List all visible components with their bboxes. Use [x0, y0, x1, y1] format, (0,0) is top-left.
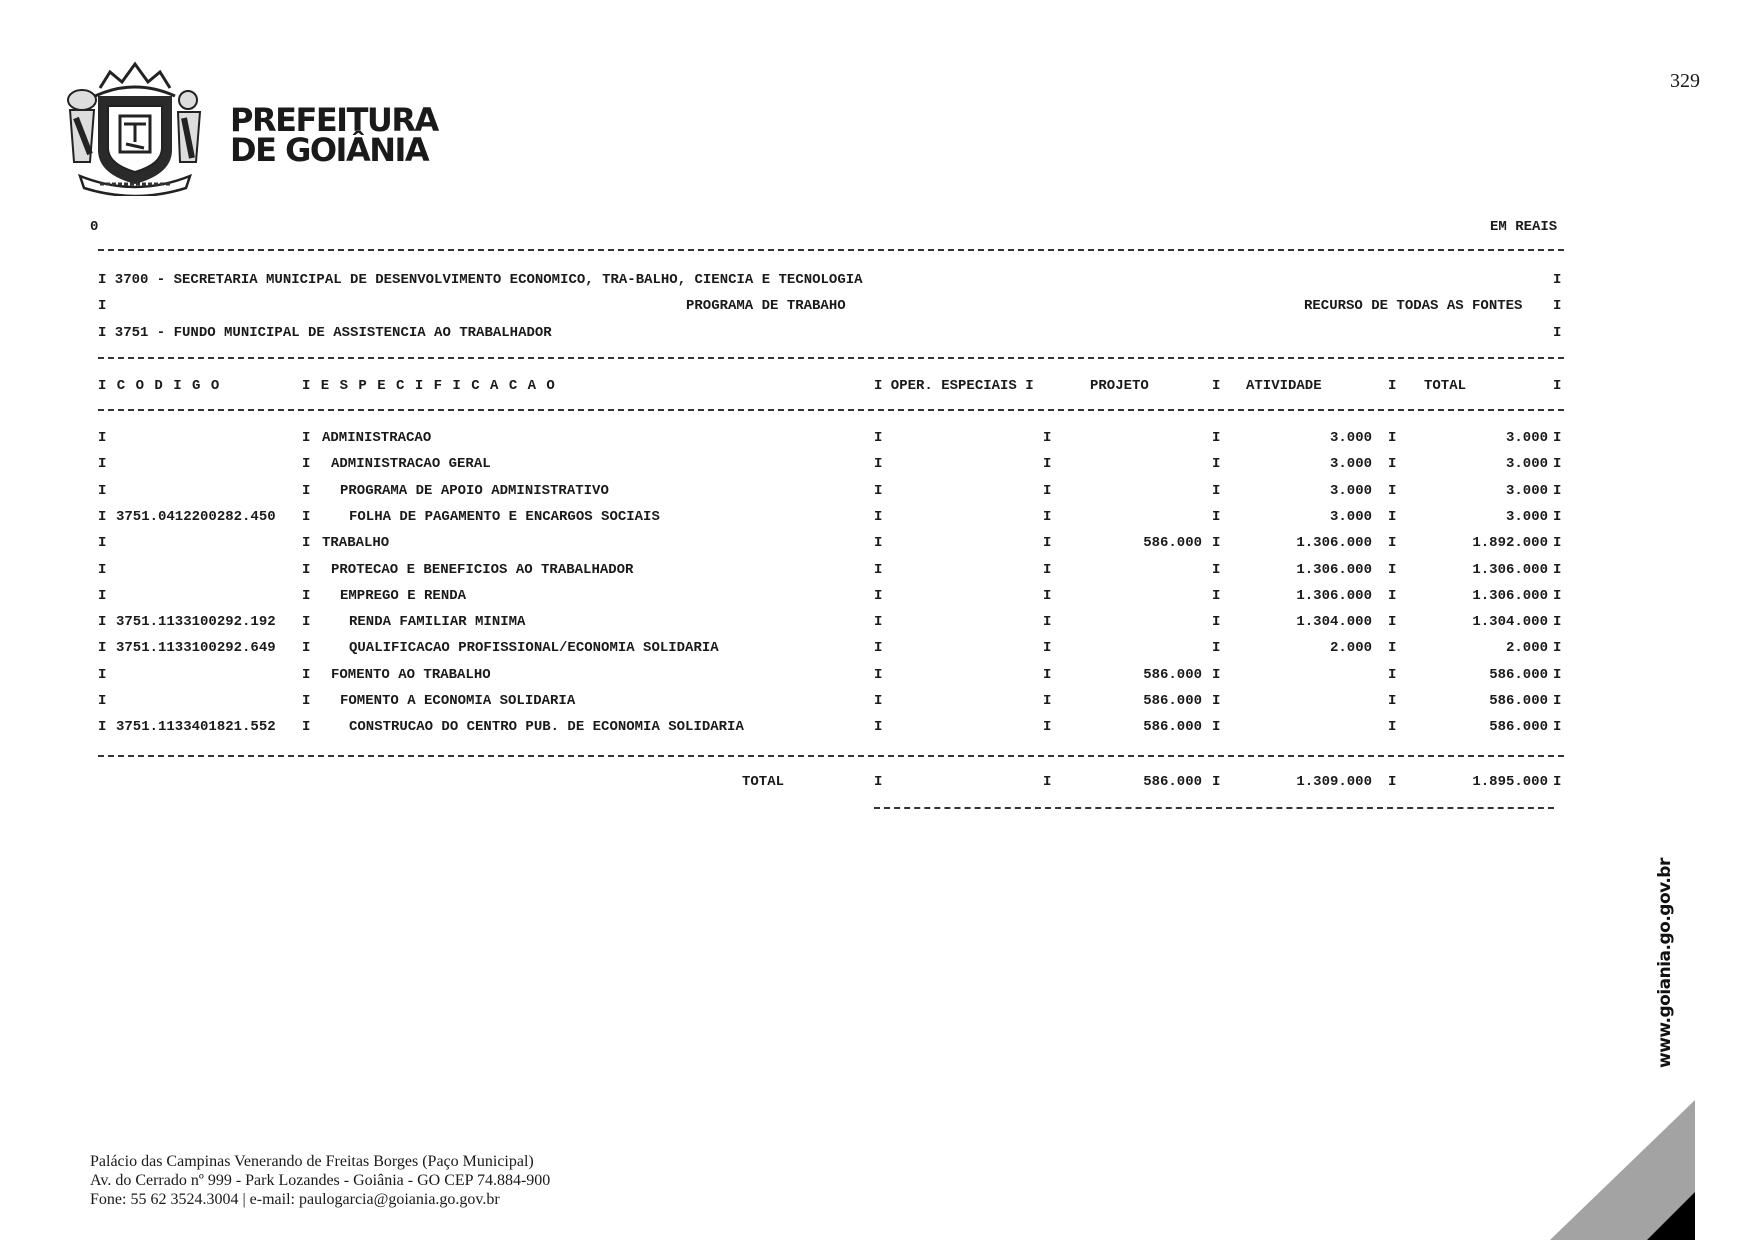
border-char: I [98, 719, 107, 735]
header-oper-especiais: I OPER. ESPECIAIS I [874, 378, 1034, 394]
border-char: I [1553, 325, 1562, 341]
border-char: I [1043, 509, 1052, 525]
border-char: I [1553, 430, 1562, 446]
border-char: I [1553, 298, 1562, 314]
border-char: I [1212, 693, 1221, 709]
logo-line-1: PREFEITURA [230, 101, 438, 139]
row-total: 1.306.000 [1472, 588, 1548, 604]
border-char: I [874, 535, 883, 551]
border-char: I [302, 535, 311, 551]
border-char: I [874, 456, 883, 472]
row-projeto: 586.000 [1143, 719, 1202, 735]
border-char: I [874, 640, 883, 656]
border-char: I [302, 509, 311, 525]
header-total: TOTAL [1424, 378, 1467, 394]
border-char: I [98, 483, 107, 499]
resource-label: RECURSO DE TODAS AS FONTES [1304, 298, 1523, 314]
row-total: 586.000 [1489, 667, 1548, 683]
border-char: I [1553, 272, 1562, 288]
border-char: I [874, 693, 883, 709]
border-char: I [98, 298, 107, 314]
border-char: I [302, 719, 311, 735]
border-char: I [302, 667, 311, 683]
border-char: I [1388, 509, 1397, 525]
row-especificacao: CONSTRUCAO DO CENTRO PUB. DE ECONOMIA SOLIDARIA [349, 719, 744, 735]
border-char: I [1553, 640, 1562, 656]
border-char: I [302, 614, 311, 630]
border-char: I [98, 562, 107, 578]
row-total: 1.306.000 [1472, 562, 1548, 578]
border-char: I [1043, 456, 1052, 472]
separator-line [98, 357, 1564, 359]
border-char: I [1212, 483, 1221, 499]
row-atividade: 3.000 [1329, 430, 1372, 446]
program-label: PROGRAMA DE TRABAHO [686, 298, 846, 314]
border-char: I [1553, 378, 1562, 394]
border-char: I [874, 719, 883, 735]
separator-line [98, 249, 1564, 251]
header-codigo: I C O D I G O [98, 378, 221, 394]
border-char: I [1553, 719, 1562, 735]
border-char: I [302, 693, 311, 709]
border-char: I [302, 483, 311, 499]
row-total: 586.000 [1489, 719, 1548, 735]
row-total: 2.000 [1505, 640, 1548, 656]
border-char: I [98, 535, 107, 551]
border-char: I [1043, 667, 1052, 683]
border-char: I [98, 509, 107, 525]
border-char: I [1212, 562, 1221, 578]
row-atividade: 3.000 [1329, 483, 1372, 499]
border-char: I [1043, 588, 1052, 604]
total-atividade: 1.309.000 [1296, 774, 1372, 790]
logo-line-2: DE GOIÂNIA [230, 131, 429, 169]
border-char: I [1212, 719, 1221, 735]
border-char: I [1212, 588, 1221, 604]
row-especificacao: RENDA FAMILIAR MINIMA [349, 614, 526, 630]
border-char: I [302, 562, 311, 578]
border-char: I [1212, 614, 1221, 630]
header-projeto: PROJETO [1090, 378, 1149, 394]
total-projeto: 586.000 [1143, 774, 1202, 790]
unit-label: EM REAIS [1490, 219, 1558, 235]
border-char: I [1212, 456, 1221, 472]
border-char: I [302, 456, 311, 472]
row-total: 3.000 [1505, 430, 1548, 446]
row-especificacao: ADMINISTRACAO GERAL [331, 456, 491, 472]
header-especificacao: I E S P E C I F I C A C A O [302, 378, 556, 394]
total-total: 1.895.000 [1472, 774, 1548, 790]
row-codigo: 3751.1133100292.192 [116, 614, 276, 630]
row-total: 3.000 [1505, 509, 1548, 525]
corner-triangle-decoration [1550, 1100, 1695, 1240]
border-char: I [1212, 378, 1221, 394]
row-projeto: 586.000 [1143, 535, 1202, 551]
border-char: I [1212, 509, 1221, 525]
row-total: 3.000 [1505, 456, 1548, 472]
total-label: TOTAL [742, 774, 785, 790]
border-char: I [1553, 614, 1562, 630]
border-char: I [1388, 456, 1397, 472]
border-char: I [1212, 667, 1221, 683]
border-char: I [1388, 430, 1397, 446]
border-char: I [1043, 535, 1052, 551]
border-char: I [98, 456, 107, 472]
row-atividade: 1.304.000 [1296, 614, 1372, 630]
row-codigo: 3751.1133100292.649 [116, 640, 276, 656]
website-vertical: www.goiania.go.gov.br [1655, 858, 1675, 1068]
border-char: I [874, 483, 883, 499]
border-char: I [1212, 774, 1221, 790]
border-char: I [1388, 562, 1397, 578]
row-especificacao: EMPREGO E RENDA [340, 588, 467, 604]
row-total: 3.000 [1505, 483, 1548, 499]
row-projeto: 586.000 [1143, 693, 1202, 709]
row-especificacao: QUALIFICACAO PROFISSIONAL/ECONOMIA SOLIDARIA [349, 640, 719, 656]
border-char: I [1553, 562, 1562, 578]
separator-line [98, 755, 1564, 757]
coat-of-arms-seal [60, 58, 210, 196]
border-char: I [98, 614, 107, 630]
row-especificacao: PROTECAO E BENEFICIOS AO TRABALHADOR [331, 562, 634, 578]
separator-line [98, 409, 1564, 411]
border-char: I [1388, 588, 1397, 604]
border-char: I [1553, 535, 1562, 551]
row-especificacao: FOMENTO AO TRABALHO [331, 667, 491, 683]
border-char: I [1388, 719, 1397, 735]
border-char: I [98, 430, 107, 446]
unit-line: I 3751 - FUNDO MUNICIPAL DE ASSISTENCIA AO TRABALHADOR [98, 325, 552, 341]
border-char: I [874, 588, 883, 604]
border-char: I [1553, 667, 1562, 683]
top-left-code: 0 [90, 219, 99, 235]
border-char: I [1553, 456, 1562, 472]
row-total: 586.000 [1489, 693, 1548, 709]
border-char: I [874, 614, 883, 630]
border-char: I [874, 430, 883, 446]
border-char: I [1043, 614, 1052, 630]
footer-line-1: Palácio das Campinas Venerando de Freitas Borges (Paço Municipal) [90, 1153, 534, 1170]
row-atividade: 1.306.000 [1296, 535, 1372, 551]
row-especificacao: FOMENTO A ECONOMIA SOLIDARIA [340, 693, 576, 709]
border-char: I [1043, 640, 1052, 656]
border-char: I [1043, 430, 1052, 446]
page-number: 329 [1670, 70, 1700, 92]
border-char: I [98, 588, 107, 604]
row-especificacao: ADMINISTRACAO [322, 430, 432, 446]
row-atividade: 3.000 [1329, 509, 1372, 525]
border-char: I [874, 509, 883, 525]
border-char: I [1043, 719, 1052, 735]
border-char: I [1553, 588, 1562, 604]
border-char: I [1388, 535, 1397, 551]
border-char: I [1553, 483, 1562, 499]
border-char: I [1043, 562, 1052, 578]
border-char: I [1043, 774, 1052, 790]
border-char: I [1388, 378, 1397, 394]
footer-line-2: Av. do Cerrado nº 999 - Park Lozandes - Goiânia - GO CEP 74.884-900 [90, 1172, 551, 1189]
row-codigo: 3751.0412200282.450 [116, 509, 276, 525]
border-char: I [1388, 774, 1397, 790]
row-total: 1.304.000 [1472, 614, 1548, 630]
row-especificacao: FOLHA DE PAGAMENTO E ENCARGOS SOCIAIS [349, 509, 660, 525]
border-char: I [302, 640, 311, 656]
separator-line [874, 807, 1554, 809]
row-especificacao: TRABALHO [322, 535, 390, 551]
row-atividade: 1.306.000 [1296, 588, 1372, 604]
border-char: I [874, 774, 883, 790]
row-projeto: 586.000 [1143, 667, 1202, 683]
footer-line-3: Fone: 55 62 3524.3004 | e-mail: paulogarcia@goiania.go.gov.br [90, 1191, 500, 1208]
org-line: I 3700 - SECRETARIA MUNICIPAL DE DESENVOLVIMENTO ECONOMICO, TRA-BALHO, CIENCIA E TECNOLOGIA [98, 272, 863, 288]
border-char: I [1388, 667, 1397, 683]
header-atividade: ATIVIDADE [1246, 378, 1322, 394]
border-char: I [1043, 483, 1052, 499]
row-atividade: 2.000 [1329, 640, 1372, 656]
border-char: I [1212, 430, 1221, 446]
border-char: I [1388, 614, 1397, 630]
row-atividade: 1.306.000 [1296, 562, 1372, 578]
border-char: I [874, 667, 883, 683]
border-char: I [1553, 693, 1562, 709]
border-char: I [98, 640, 107, 656]
border-char: I [1043, 693, 1052, 709]
prefeitura-logo-text [230, 101, 438, 169]
row-total: 1.892.000 [1472, 535, 1548, 551]
border-char: I [1388, 483, 1397, 499]
border-char: I [1553, 509, 1562, 525]
border-char: I [98, 667, 107, 683]
border-char: I [1553, 774, 1562, 790]
border-char: I [1388, 693, 1397, 709]
border-char: I [98, 693, 107, 709]
border-char: I [874, 562, 883, 578]
row-codigo: 3751.1133401821.552 [116, 719, 276, 735]
border-char: I [302, 588, 311, 604]
border-char: I [1212, 535, 1221, 551]
row-atividade: 3.000 [1329, 456, 1372, 472]
border-char: I [1212, 640, 1221, 656]
row-especificacao: PROGRAMA DE APOIO ADMINISTRATIVO [340, 483, 609, 499]
border-char: I [302, 430, 311, 446]
border-char: I [1388, 640, 1397, 656]
